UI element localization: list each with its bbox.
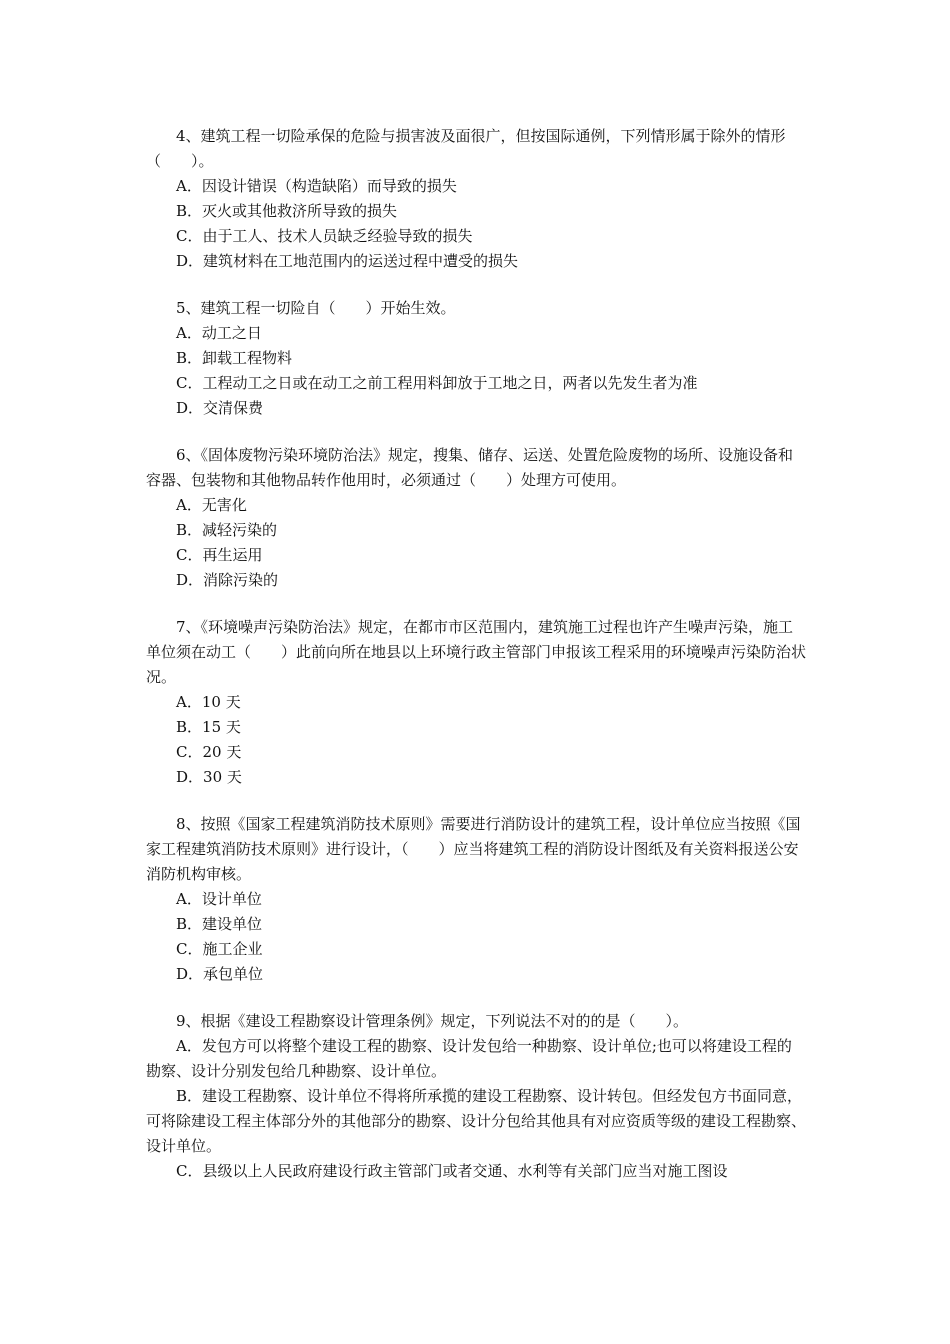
- question-stem: 7、《环境噪声污染防治法》规定，在都市市区范围内，建筑施工过程也许产生噪声污染，施工单位须在动工（ ）此前向所在地县以上环境行政主管部门申报该工程采用的环境噪声污染防治状况。: [146, 618, 807, 686]
- question-4: [146, 124, 806, 274]
- option-c: C．施工企业: [176, 940, 263, 958]
- question-8: [146, 812, 806, 987]
- option-a: A．10 天: [176, 693, 241, 711]
- option-a: A．因设计错误（构造缺陷）而导致的损失: [176, 177, 457, 195]
- option-d: D．交清保费: [176, 399, 264, 417]
- option-c: C．再生运用: [176, 546, 263, 564]
- option-a: A．动工之日: [176, 324, 262, 342]
- question-list: [146, 124, 806, 1184]
- option-a: A．设计单位: [176, 890, 262, 908]
- option-d: D．30 天: [176, 768, 242, 786]
- option-b: B．灭火或其他救济所导致的损失: [176, 202, 398, 220]
- option-d: D．建筑材料在工地范围内的运送过程中遭受的损失: [176, 252, 519, 270]
- question-stem: 4、建筑工程一切险承保的危险与损害波及面很广，但按国际通例，下列情形属于除外的情形（ ）。: [146, 127, 786, 170]
- option-a: A．无害化: [176, 496, 247, 514]
- question-stem: 5、建筑工程一切险自（ ）开始生效。: [176, 299, 456, 317]
- question-stem: 6、《固体废物污染环境防治法》规定，搜集、储存、运送、处置危险废物的场所、设施设备和容器、包装物和其他物品转作他用时，必须通过（ ）处理方可使用。: [146, 446, 794, 489]
- option-b: B．15 天: [176, 718, 241, 736]
- option-c: C．县级以上人民政府建设行政主管部门或者交通、水利等有关部门应当对施工图设: [176, 1162, 728, 1180]
- option-a: A．发包方可以将整个建设工程的勘察、设计发包给一种勘察、设计单位;也可以将建设工程的勘察、设计分别发包给几种勘察、设计单位。: [146, 1037, 792, 1080]
- question-5: [146, 296, 806, 421]
- option-b: B．卸载工程物料: [176, 349, 293, 367]
- option-c: C．工程动工之日或在动工之前工程用料卸放于工地之日，两者以先发生者为准: [176, 374, 698, 392]
- option-d: D．承包单位: [176, 965, 264, 983]
- option-b: B．建设单位: [176, 915, 263, 933]
- question-6: [146, 443, 806, 593]
- question-stem: 9、根据《建设工程勘察设计管理条例》规定，下列说法不对的的是（ ）。: [176, 1012, 689, 1030]
- option-d: D．消除污染的: [176, 571, 279, 589]
- question-stem: 8、按照《国家工程建筑消防技术原则》需要进行消防设计的建筑工程，设计单位应当按照《国家工程建筑消防技术原则》进行设计，（ ）应当将建筑工程的消防设计图纸及有关资料报送公安消防机构审核。: [146, 815, 801, 883]
- option-c: C．由于工人、技术人员缺乏经验导致的损失: [176, 227, 473, 245]
- question-9: [146, 1009, 806, 1184]
- option-c: C．20 天: [176, 743, 242, 761]
- question-7: [146, 615, 806, 790]
- option-b: B．减轻污染的: [176, 521, 278, 539]
- option-b: B．建设工程勘察、设计单位不得将所承揽的建设工程勘察、设计转包。但经发包方书面同意，可将除建设工程主体部分外的其他部分的勘察、设计分包给其他具有对应资质等级的建设工程勘察、设计单位。: [146, 1087, 807, 1155]
